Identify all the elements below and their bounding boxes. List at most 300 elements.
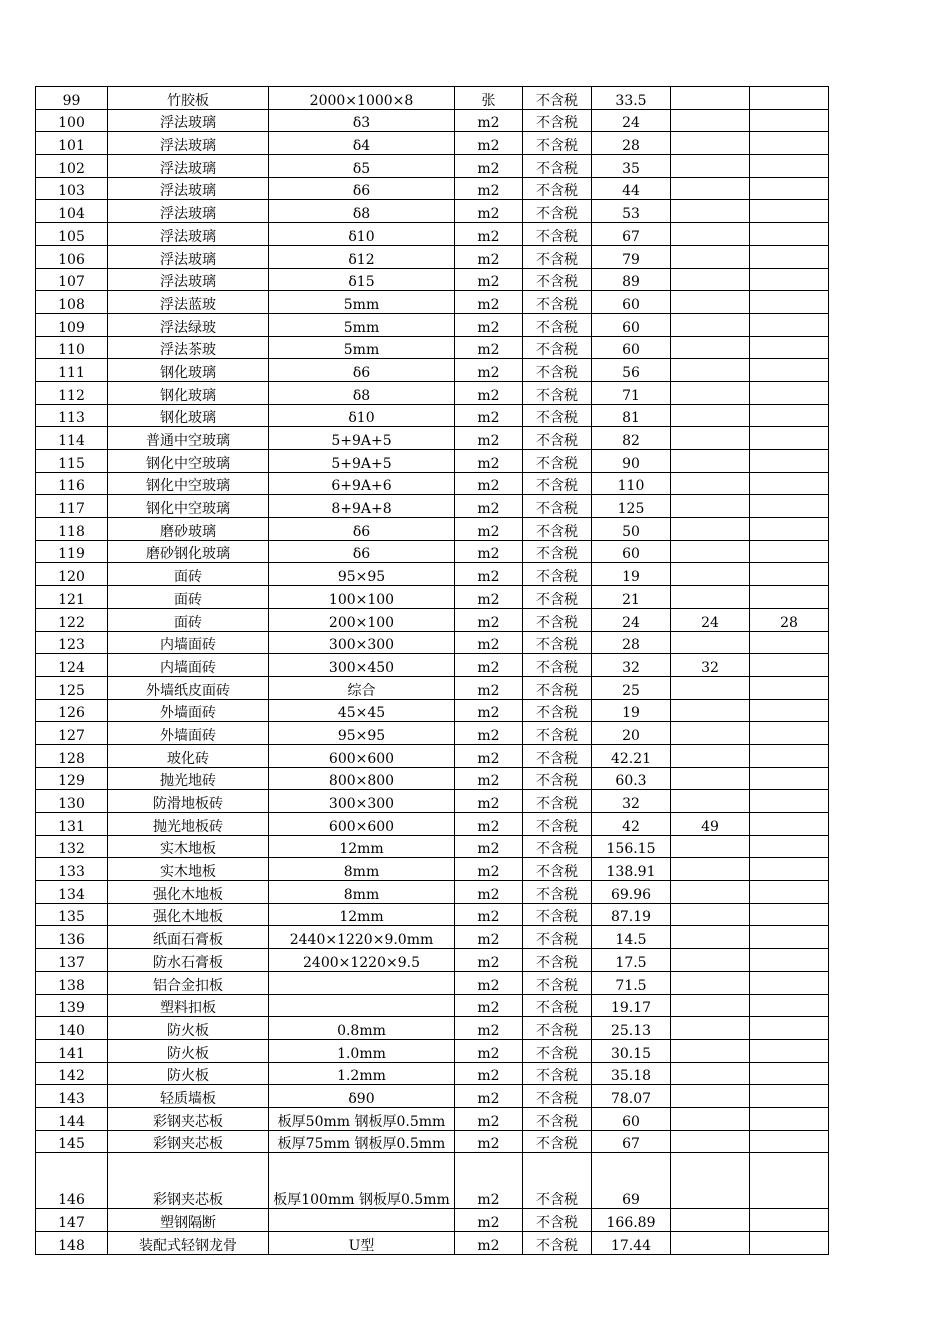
specification-cell: 5+9A+5	[269, 427, 455, 450]
table-row	[36, 722, 829, 745]
specification-cell: 800×800	[269, 767, 455, 790]
material-name-cell: 彩钢夹芯板	[108, 1130, 269, 1153]
table-row	[36, 563, 829, 586]
extra-price-2-cell	[750, 1130, 829, 1153]
table-row	[36, 381, 829, 404]
specification-cell: δ15	[269, 268, 455, 291]
tax-status-cell: 不含税	[523, 1017, 592, 1040]
material-name-cell: 普通中空玻璃	[108, 427, 269, 450]
material-name-cell: 抛光地砖	[108, 767, 269, 790]
material-name-cell: 磨砂玻璃	[108, 518, 269, 541]
tax-status-cell: 不含税	[523, 450, 592, 473]
unit-cell: m2	[455, 404, 523, 427]
row-number-cell: 144	[36, 1107, 108, 1130]
unit-price-cell: 19	[592, 699, 671, 722]
extra-price-1-cell	[671, 1085, 750, 1108]
material-name-cell: 防火板	[108, 1017, 269, 1040]
row-number-cell: 124	[36, 654, 108, 677]
table-row	[36, 87, 829, 110]
extra-price-1-cell	[671, 1130, 750, 1153]
material-name-cell: 浮法玻璃	[108, 109, 269, 132]
material-name-cell: 外墙面砖	[108, 722, 269, 745]
row-number-cell: 101	[36, 132, 108, 155]
extra-price-1-cell	[671, 132, 750, 155]
unit-cell: m2	[455, 450, 523, 473]
tax-status-cell: 不含税	[523, 903, 592, 926]
specification-cell: 300×300	[269, 790, 455, 813]
unit-price-cell: 60	[592, 540, 671, 563]
material-name-cell: 玻化砖	[108, 744, 269, 767]
unit-cell: m2	[455, 813, 523, 836]
unit-price-cell: 24	[592, 109, 671, 132]
unit-price-cell: 24	[592, 608, 671, 631]
unit-price-cell: 42.21	[592, 744, 671, 767]
row-number-cell: 111	[36, 359, 108, 382]
unit-price-cell: 33.5	[592, 87, 671, 110]
table-row	[36, 903, 829, 926]
extra-price-1-cell	[671, 109, 750, 132]
extra-price-1-cell	[671, 223, 750, 246]
unit-price-cell: 138.91	[592, 858, 671, 881]
table-row	[36, 450, 829, 473]
specification-cell: 600×600	[269, 744, 455, 767]
material-name-cell: 纸面石膏板	[108, 926, 269, 949]
material-name-cell: 浮法玻璃	[108, 268, 269, 291]
row-number-cell: 128	[36, 744, 108, 767]
extra-price-2-cell	[750, 200, 829, 223]
tax-status-cell: 不含税	[523, 518, 592, 541]
table-row	[36, 767, 829, 790]
table-row	[36, 1107, 829, 1130]
row-number-cell: 134	[36, 881, 108, 904]
material-name-cell: 浮法绿玻	[108, 313, 269, 336]
row-number-cell: 142	[36, 1062, 108, 1085]
material-name-cell: 防滑地板砖	[108, 790, 269, 813]
unit-price-cell: 35.18	[592, 1062, 671, 1085]
unit-price-cell: 71.5	[592, 971, 671, 994]
unit-price-cell: 90	[592, 450, 671, 473]
specification-cell: 95×95	[269, 563, 455, 586]
extra-price-1-cell	[671, 291, 750, 314]
extra-price-2-cell	[750, 835, 829, 858]
material-name-cell: 钢化玻璃	[108, 359, 269, 382]
extra-price-1-cell	[671, 1017, 750, 1040]
unit-price-cell: 69	[592, 1153, 671, 1209]
unit-cell: m2	[455, 223, 523, 246]
row-number-cell: 123	[36, 631, 108, 654]
material-name-cell: 钢化玻璃	[108, 404, 269, 427]
material-name-cell: 磨砂钢化玻璃	[108, 540, 269, 563]
specification-cell: 5mm	[269, 336, 455, 359]
unit-price-cell: 81	[592, 404, 671, 427]
table-row	[36, 177, 829, 200]
tax-status-cell: 不含税	[523, 336, 592, 359]
tax-status-cell: 不含税	[523, 268, 592, 291]
extra-price-2-cell	[750, 790, 829, 813]
specification-cell: 板厚100mm 钢板厚0.5mm	[269, 1153, 455, 1209]
row-number-cell: 106	[36, 245, 108, 268]
extra-price-2-cell	[750, 245, 829, 268]
row-number-cell: 110	[36, 336, 108, 359]
table-row	[36, 109, 829, 132]
table-row	[36, 540, 829, 563]
extra-price-1-cell	[671, 971, 750, 994]
extra-price-1-cell	[671, 155, 750, 178]
table-row	[36, 1232, 829, 1255]
unit-cell: m2	[455, 1232, 523, 1255]
tax-status-cell: 不含税	[523, 223, 592, 246]
tax-status-cell: 不含税	[523, 540, 592, 563]
table-row	[36, 495, 829, 518]
extra-price-1-cell	[671, 926, 750, 949]
tax-status-cell: 不含税	[523, 381, 592, 404]
unit-cell: m2	[455, 699, 523, 722]
extra-price-2-cell	[750, 268, 829, 291]
unit-cell: m2	[455, 1062, 523, 1085]
material-name-cell: 浮法玻璃	[108, 245, 269, 268]
specification-cell: δ6	[269, 518, 455, 541]
specification-cell: 200×100	[269, 608, 455, 631]
table-row	[36, 427, 829, 450]
specification-cell: 8mm	[269, 858, 455, 881]
unit-price-cell: 19.17	[592, 994, 671, 1017]
row-number-cell: 130	[36, 790, 108, 813]
tax-status-cell: 不含税	[523, 132, 592, 155]
extra-price-2-cell	[750, 699, 829, 722]
unit-price-cell: 87.19	[592, 903, 671, 926]
row-number-cell: 113	[36, 404, 108, 427]
table-row	[36, 1039, 829, 1062]
specification-cell: 95×95	[269, 722, 455, 745]
material-name-cell: 彩钢夹芯板	[108, 1153, 269, 1209]
specification-cell: δ12	[269, 245, 455, 268]
extra-price-2-cell	[750, 291, 829, 314]
unit-price-cell: 50	[592, 518, 671, 541]
extra-price-2-cell	[750, 858, 829, 881]
specification-cell: δ90	[269, 1085, 455, 1108]
table-row	[36, 223, 829, 246]
row-number-cell: 121	[36, 586, 108, 609]
material-name-cell: 轻质墙板	[108, 1085, 269, 1108]
specification-cell: 综合	[269, 676, 455, 699]
row-number-cell: 119	[36, 540, 108, 563]
row-number-cell: 136	[36, 926, 108, 949]
specification-cell: 板厚50mm 钢板厚0.5mm	[269, 1107, 455, 1130]
tax-status-cell: 不含税	[523, 1107, 592, 1130]
extra-price-2-cell	[750, 109, 829, 132]
material-name-cell: 浮法蓝玻	[108, 291, 269, 314]
material-name-cell: 实木地板	[108, 835, 269, 858]
row-number-cell: 103	[36, 177, 108, 200]
unit-price-cell: 32	[592, 790, 671, 813]
table-row	[36, 268, 829, 291]
extra-price-2-cell	[750, 813, 829, 836]
extra-price-2-cell	[750, 472, 829, 495]
tax-status-cell: 不含税	[523, 1062, 592, 1085]
extra-price-2-cell	[750, 1017, 829, 1040]
unit-price-cell: 125	[592, 495, 671, 518]
extra-price-1-cell	[671, 835, 750, 858]
tax-status-cell: 不含税	[523, 155, 592, 178]
extra-price-1-cell: 24	[671, 608, 750, 631]
unit-cell: m2	[455, 1209, 523, 1232]
row-number-cell: 114	[36, 427, 108, 450]
tax-status-cell: 不含税	[523, 608, 592, 631]
table-row	[36, 926, 829, 949]
extra-price-2-cell	[750, 1062, 829, 1085]
material-name-cell: 钢化中空玻璃	[108, 495, 269, 518]
extra-price-2-cell	[750, 1085, 829, 1108]
table-row	[36, 472, 829, 495]
unit-cell: m2	[455, 926, 523, 949]
unit-cell: m2	[455, 1153, 523, 1209]
table-row	[36, 813, 829, 836]
material-name-cell: 强化木地板	[108, 881, 269, 904]
material-name-cell: 面砖	[108, 586, 269, 609]
specification-cell: 5+9A+5	[269, 450, 455, 473]
row-number-cell: 117	[36, 495, 108, 518]
table-row	[36, 132, 829, 155]
material-name-cell: 钢化中空玻璃	[108, 472, 269, 495]
unit-cell: m2	[455, 472, 523, 495]
unit-cell: m2	[455, 540, 523, 563]
unit-price-cell: 19	[592, 563, 671, 586]
row-number-cell: 143	[36, 1085, 108, 1108]
table-row	[36, 744, 829, 767]
tax-status-cell: 不含税	[523, 722, 592, 745]
specification-cell: 2440×1220×9.0mm	[269, 926, 455, 949]
tax-status-cell: 不含税	[523, 313, 592, 336]
extra-price-2-cell	[750, 313, 829, 336]
extra-price-1-cell	[671, 790, 750, 813]
unit-cell: m2	[455, 1017, 523, 1040]
extra-price-2-cell	[750, 994, 829, 1017]
specification-cell: 5mm	[269, 291, 455, 314]
unit-cell: m2	[455, 744, 523, 767]
table-row	[36, 949, 829, 972]
tax-status-cell: 不含税	[523, 1039, 592, 1062]
unit-cell: m2	[455, 903, 523, 926]
material-name-cell: 浮法玻璃	[108, 223, 269, 246]
table-row	[36, 835, 829, 858]
unit-price-cell: 21	[592, 586, 671, 609]
unit-price-cell: 28	[592, 631, 671, 654]
extra-price-1-cell	[671, 586, 750, 609]
tax-status-cell: 不含税	[523, 790, 592, 813]
tax-status-cell: 不含税	[523, 427, 592, 450]
extra-price-1-cell	[671, 1107, 750, 1130]
table-row	[36, 200, 829, 223]
extra-price-1-cell	[671, 427, 750, 450]
extra-price-2-cell	[750, 631, 829, 654]
table-row	[36, 404, 829, 427]
table-row	[36, 336, 829, 359]
tax-status-cell: 不含税	[523, 87, 592, 110]
row-number-cell: 140	[36, 1017, 108, 1040]
unit-cell: m2	[455, 767, 523, 790]
tax-status-cell: 不含税	[523, 676, 592, 699]
tax-status-cell: 不含税	[523, 245, 592, 268]
extra-price-2-cell	[750, 1153, 829, 1209]
material-name-cell: 防水石膏板	[108, 949, 269, 972]
row-number-cell: 148	[36, 1232, 108, 1255]
unit-cell: m2	[455, 1085, 523, 1108]
table-row	[36, 608, 829, 631]
row-number-cell: 139	[36, 994, 108, 1017]
specification-cell	[269, 1209, 455, 1232]
row-number-cell: 107	[36, 268, 108, 291]
unit-price-cell: 60	[592, 1107, 671, 1130]
extra-price-2-cell	[750, 949, 829, 972]
row-number-cell: 127	[36, 722, 108, 745]
table-row	[36, 699, 829, 722]
specification-cell: 2000×1000×8	[269, 87, 455, 110]
unit-price-cell: 79	[592, 245, 671, 268]
extra-price-1-cell	[671, 949, 750, 972]
unit-price-cell: 53	[592, 200, 671, 223]
material-name-cell: 装配式轻钢龙骨	[108, 1232, 269, 1255]
row-number-cell: 115	[36, 450, 108, 473]
row-number-cell: 122	[36, 608, 108, 631]
unit-price-cell: 166.89	[592, 1209, 671, 1232]
unit-price-cell: 60	[592, 336, 671, 359]
extra-price-2-cell: 28	[750, 608, 829, 631]
extra-price-1-cell	[671, 903, 750, 926]
unit-price-cell: 78.07	[592, 1085, 671, 1108]
unit-price-cell: 28	[592, 132, 671, 155]
extra-price-1-cell	[671, 858, 750, 881]
tax-status-cell: 不含税	[523, 631, 592, 654]
material-name-cell: 浮法茶玻	[108, 336, 269, 359]
material-name-cell: 彩钢夹芯板	[108, 1107, 269, 1130]
tax-status-cell: 不含税	[523, 1232, 592, 1255]
row-number-cell: 131	[36, 813, 108, 836]
row-number-cell: 118	[36, 518, 108, 541]
specification-cell: 8+9A+8	[269, 495, 455, 518]
extra-price-1-cell	[671, 1209, 750, 1232]
material-name-cell: 浮法玻璃	[108, 132, 269, 155]
unit-price-cell: 67	[592, 223, 671, 246]
extra-price-2-cell	[750, 926, 829, 949]
unit-cell: m2	[455, 654, 523, 677]
unit-cell: m2	[455, 359, 523, 382]
price-table	[35, 86, 829, 1255]
material-name-cell: 内墙面砖	[108, 654, 269, 677]
unit-price-cell: 69.96	[592, 881, 671, 904]
tax-status-cell: 不含税	[523, 1153, 592, 1209]
tax-status-cell: 不含税	[523, 200, 592, 223]
tax-status-cell: 不含税	[523, 586, 592, 609]
extra-price-1-cell	[671, 767, 750, 790]
specification-cell: 300×450	[269, 654, 455, 677]
material-name-cell: 浮法玻璃	[108, 200, 269, 223]
extra-price-2-cell	[750, 540, 829, 563]
tax-status-cell: 不含税	[523, 994, 592, 1017]
unit-cell: m2	[455, 132, 523, 155]
unit-price-cell: 42	[592, 813, 671, 836]
unit-cell: m2	[455, 790, 523, 813]
tax-status-cell: 不含税	[523, 881, 592, 904]
extra-price-1-cell	[671, 245, 750, 268]
material-name-cell: 浮法玻璃	[108, 177, 269, 200]
specification-cell: 45×45	[269, 699, 455, 722]
specification-cell	[269, 971, 455, 994]
extra-price-1-cell	[671, 540, 750, 563]
unit-price-cell: 60	[592, 291, 671, 314]
table-row	[36, 313, 829, 336]
table-row	[36, 994, 829, 1017]
material-name-cell: 抛光地板砖	[108, 813, 269, 836]
extra-price-1-cell	[671, 495, 750, 518]
row-number-cell: 116	[36, 472, 108, 495]
extra-price-1-cell	[671, 1039, 750, 1062]
extra-price-2-cell	[750, 654, 829, 677]
unit-cell: m2	[455, 858, 523, 881]
material-name-cell: 塑料扣板	[108, 994, 269, 1017]
unit-cell: m2	[455, 291, 523, 314]
specification-cell: 1.0mm	[269, 1039, 455, 1062]
extra-price-1-cell	[671, 313, 750, 336]
extra-price-1-cell	[671, 336, 750, 359]
unit-cell: m2	[455, 313, 523, 336]
row-number-cell: 138	[36, 971, 108, 994]
specification-cell: 2400×1220×9.5	[269, 949, 455, 972]
unit-cell: m2	[455, 676, 523, 699]
specification-cell: δ10	[269, 223, 455, 246]
material-name-cell: 竹胶板	[108, 87, 269, 110]
extra-price-2-cell	[750, 223, 829, 246]
material-name-cell: 面砖	[108, 563, 269, 586]
unit-cell: m2	[455, 177, 523, 200]
extra-price-1-cell	[671, 200, 750, 223]
extra-price-2-cell	[750, 427, 829, 450]
unit-price-cell: 25	[592, 676, 671, 699]
table-row	[36, 790, 829, 813]
unit-price-cell: 17.5	[592, 949, 671, 972]
table-row	[36, 359, 829, 382]
tax-status-cell: 不含税	[523, 472, 592, 495]
unit-price-cell: 56	[592, 359, 671, 382]
unit-price-cell: 82	[592, 427, 671, 450]
extra-price-2-cell	[750, 1209, 829, 1232]
specification-cell: δ6	[269, 359, 455, 382]
extra-price-1-cell	[671, 472, 750, 495]
table-row	[36, 245, 829, 268]
tax-status-cell: 不含税	[523, 835, 592, 858]
tax-status-cell: 不含税	[523, 1085, 592, 1108]
specification-cell: 1.2mm	[269, 1062, 455, 1085]
unit-price-cell: 60.3	[592, 767, 671, 790]
table-row	[36, 1062, 829, 1085]
unit-cell: m2	[455, 427, 523, 450]
unit-price-cell: 89	[592, 268, 671, 291]
extra-price-1-cell	[671, 699, 750, 722]
unit-price-cell: 20	[592, 722, 671, 745]
extra-price-2-cell	[750, 744, 829, 767]
row-number-cell: 99	[36, 87, 108, 110]
row-number-cell: 104	[36, 200, 108, 223]
extra-price-1-cell	[671, 1062, 750, 1085]
row-number-cell: 108	[36, 291, 108, 314]
specification-cell: 5mm	[269, 313, 455, 336]
table-row	[36, 631, 829, 654]
specification-cell: δ4	[269, 132, 455, 155]
extra-price-2-cell	[750, 450, 829, 473]
extra-price-1-cell	[671, 404, 750, 427]
unit-cell: m2	[455, 1039, 523, 1062]
extra-price-2-cell	[750, 359, 829, 382]
table-row	[36, 1017, 829, 1040]
